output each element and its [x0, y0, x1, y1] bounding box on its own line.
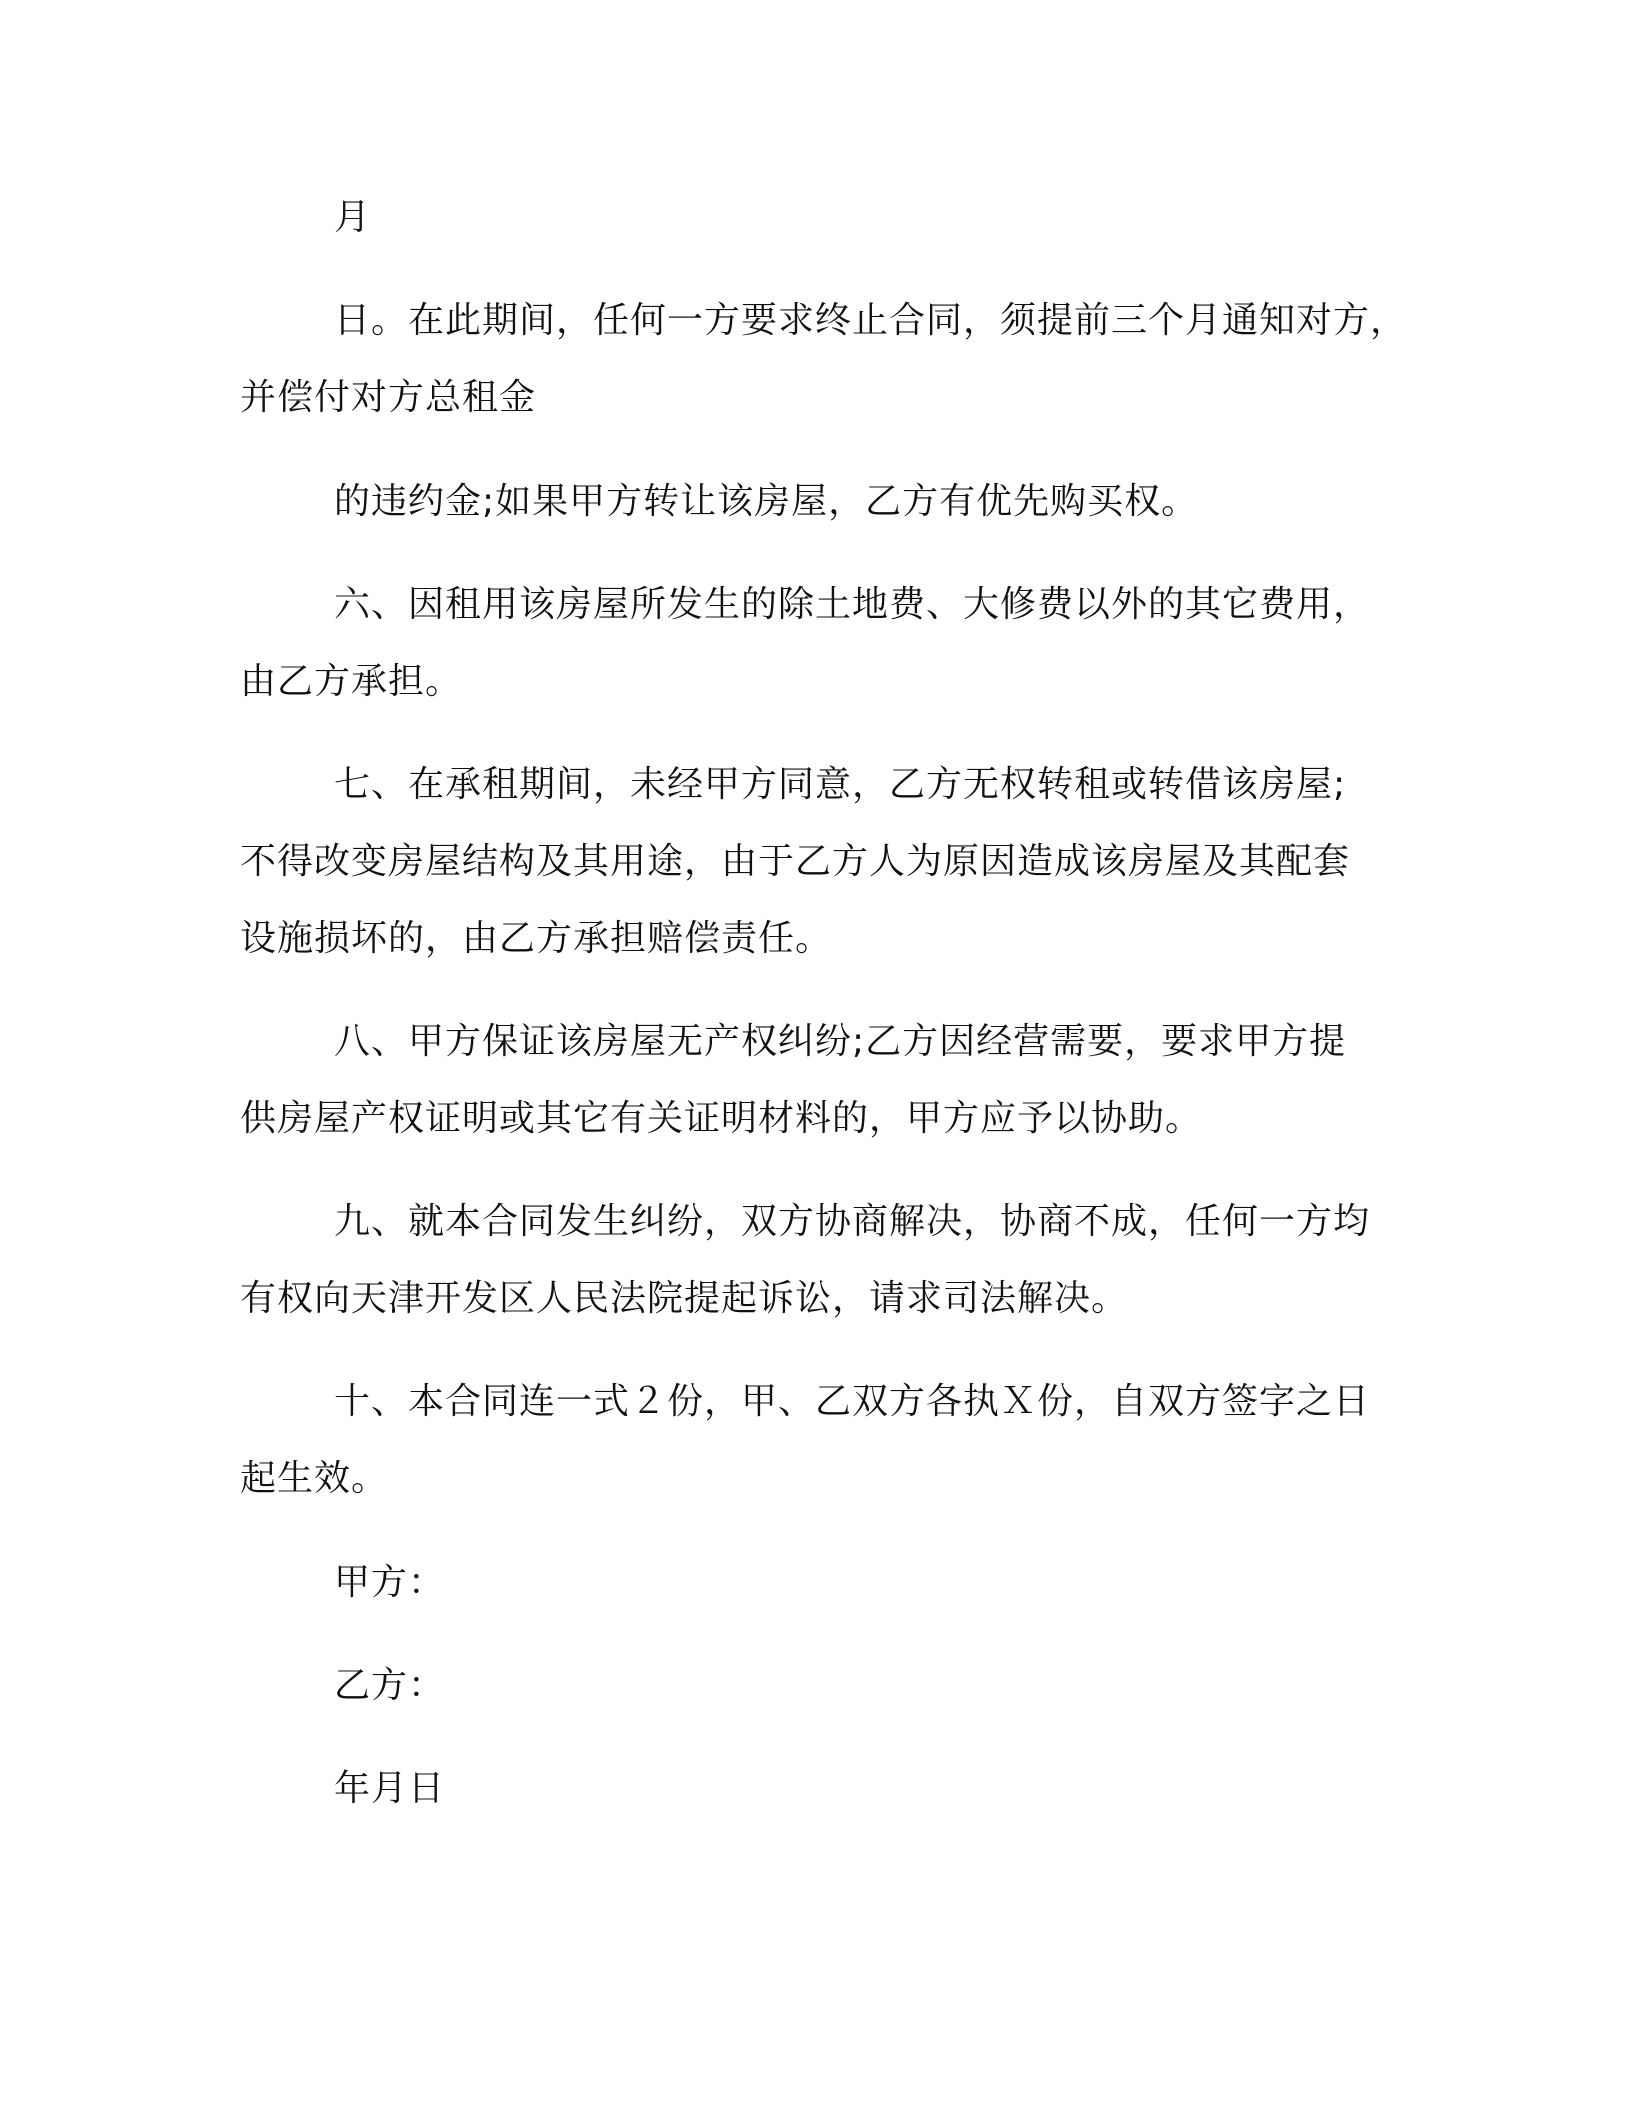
text-line-penalty-clause: 的违约金;如果甲方转让该房屋，乙方有优先购买权。 — [334, 481, 1199, 522]
text-line-term-clause: 日。在此期间，任何一方要求终止合同，须提前三个月通知对方， — [334, 300, 1408, 341]
text-line-clause-seven: 七、在承租期间，未经甲方同意，乙方无权转租或转借该房屋; — [334, 764, 1347, 805]
date-label: 年月日 — [334, 1768, 446, 1809]
party-b-label: 乙方： — [334, 1665, 446, 1706]
text-line-clause-nine: 九、就本合同发生纠纷，双方协商解决，协商不成，任何一方均 — [334, 1201, 1371, 1242]
text-line-clause-six-cont: 由乙方承担。 — [240, 661, 463, 702]
text-line-clause-eight-cont: 供房屋产权证明或其它有关证明材料的，甲方应予以协助。 — [240, 1098, 1203, 1139]
text-line-term-clause-cont: 并偿付对方总租金 — [240, 377, 537, 418]
text-line-clause-ten-cont: 起生效。 — [240, 1458, 389, 1499]
text-line-clause-ten: 十、本合同连一式２份，甲、乙双方各执Ｘ份，自双方签字之日 — [334, 1381, 1371, 1422]
text-line-month: 月 — [334, 197, 372, 238]
text-line-clause-seven-cont-1: 不得改变房屋结构及其用途，由于乙方人为原因造成该房屋及其配套 — [240, 841, 1351, 882]
text-line-clause-six: 六、因租用该房屋所发生的除土地费、大修费以外的其它费用， — [334, 584, 1371, 625]
text-line-clause-nine-cont: 有权向天津开发区人民法院提起诉讼，请求司法解决。 — [240, 1278, 1129, 1319]
text-line-clause-eight: 八、甲方保证该房屋无产权纠纷;乙方因经营需要，要求甲方提 — [334, 1021, 1347, 1062]
party-a-label: 甲方： — [334, 1562, 446, 1603]
text-line-clause-seven-cont-2: 设施损坏的，由乙方承担赔偿责任。 — [240, 918, 833, 959]
